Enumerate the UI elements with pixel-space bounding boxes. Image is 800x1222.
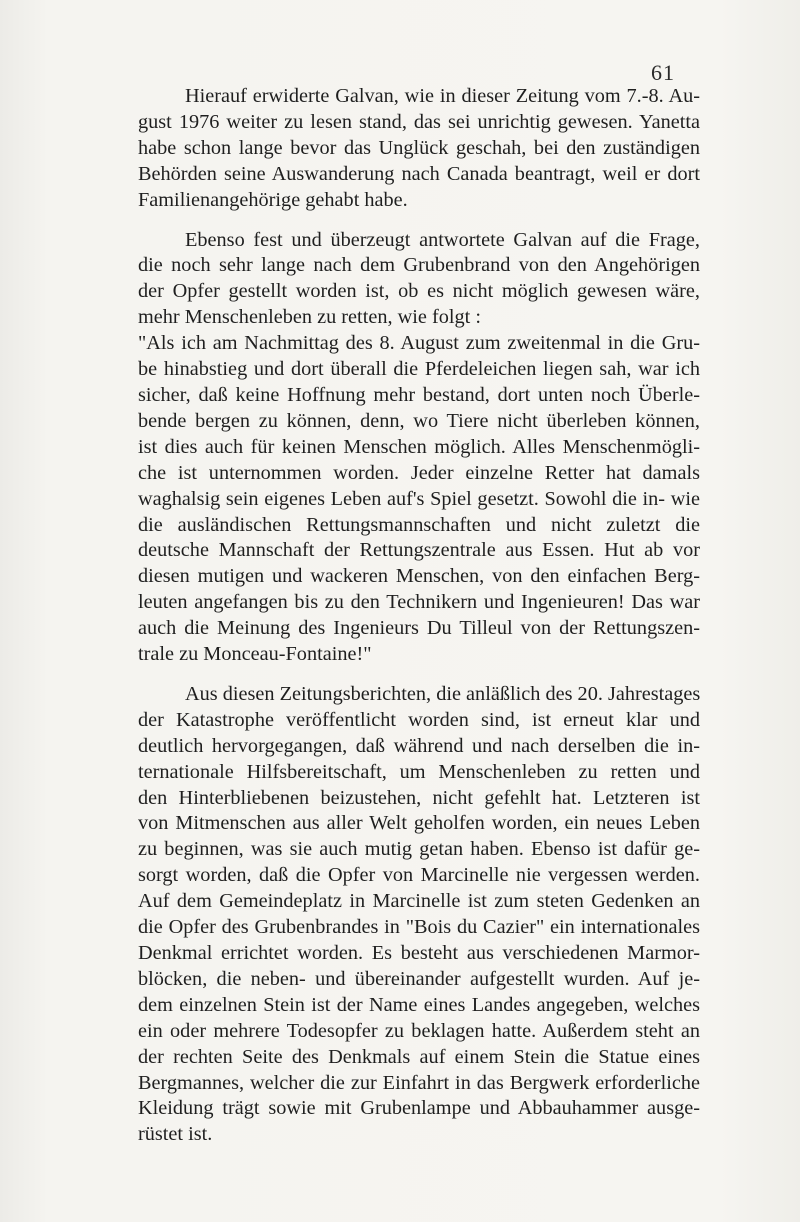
text-line: diesen mutigen und wackeren Menschen, von den einfachen Berg- <box>138 565 700 588</box>
text-line: Behörden seine Auswanderung nach Canada beantragt, weil er dort <box>138 162 700 185</box>
text-line: die noch sehr lange nach dem Grubenbrand von den Angehörigen <box>138 254 700 277</box>
page-number: 61 <box>651 60 675 85</box>
text-line: bende bergen zu können, denn, wo Tiere nicht überleben können, <box>138 409 700 432</box>
text-line: der Opfer gestellt worden ist, ob es nicht möglich gewesen wäre, <box>138 280 700 303</box>
body-text <box>138 84 700 1148</box>
text-line: gust 1976 weiter zu lesen stand, das sei unrichtig gewesen. Yanetta <box>138 110 700 133</box>
text-line: Bergmannes, welcher die zur Einfahrt in das Bergwerk erforderliche <box>138 1071 700 1094</box>
text-line: rüstet ist. <box>138 1123 213 1146</box>
text-line: blöcken, die neben- und übereinander aufgestellt wurden. Auf je- <box>138 967 700 990</box>
paragraph-1 <box>138 84 700 214</box>
text-line: sorgt worden, daß die Opfer von Marcinelle nie vergessen werden. <box>138 864 700 887</box>
text-line: dem einzelnen Stein ist der Name eines Landes angegeben, welches <box>138 993 700 1016</box>
paragraph-2 <box>138 228 700 668</box>
text-line: sicher, daß keine Hoffnung mehr bestand, dort unten noch Überle- <box>138 383 700 406</box>
text-line: Auf dem Gemeindeplatz in Marcinelle ist zum steten Gedenken an <box>138 890 700 913</box>
text-line: Kleidung trägt sowie mit Grubenlampe und Abbauhammer ausge- <box>138 1097 700 1120</box>
text-line: be hinabstieg und dort überall die Pferdeleichen liegen sah, war ich <box>138 358 700 381</box>
text-line: von Mitmenschen aus aller Welt geholfen worden, ein neues Leben <box>138 812 700 835</box>
text-line: che ist unternommen worden. Jeder einzelne Retter hat damals <box>138 461 700 484</box>
text-line: ein oder mehrere Todesopfer zu beklagen hatte. Außerdem steht an <box>138 1019 700 1042</box>
text-line: ternationale Hilfsbereitschaft, um Menschenleben zu retten und <box>138 760 700 783</box>
text-line: Denkmal errichtet worden. Es besteht aus verschiedenen Marmor- <box>138 942 700 964</box>
text-line: auch die Meinung des Ingenieurs Du Tilleul von der Rettungszen- <box>138 617 700 640</box>
text-line: der Katastrophe veröffentlicht worden sind, ist erneut klar und <box>138 708 700 731</box>
paragraph-3 <box>138 682 700 1148</box>
text-line: deutsche Mannschaft der Rettungszentrale aus Essen. Hut ab vor <box>138 539 700 562</box>
text-line: die ausländischen Rettungsmannschaften und nicht zuletzt die <box>138 513 700 536</box>
text-line: den Hinterbliebenen beizustehen, nicht gefehlt hat. Letzteren ist <box>138 786 700 809</box>
text-line: der rechten Seite des Denkmals auf einem Stein die Statue eines <box>138 1045 700 1068</box>
text-line: habe schon lange bevor das Unglück geschah, bei den zuständigen <box>138 136 700 159</box>
text-line: die Opfer des Grubenbrandes in "Bois du Cazier" ein internationales <box>138 916 700 939</box>
text-line: leuten angefangen bis zu den Technikern und Ingenieuren! Das war <box>138 591 700 614</box>
text-line: mehr Menschenleben zu retten, wie folgt : <box>138 306 481 329</box>
text-line: ist dies auch für keinen Menschen möglich. Alles Menschenmögli- <box>138 435 700 458</box>
text-line: trale zu Monceau-Fontaine!" <box>138 643 372 666</box>
text-line: zu beginnen, was sie auch mutig getan haben. Ebenso ist dafür ge- <box>138 838 700 861</box>
text-line: "Als ich am Nachmittag des 8. August zum zweitenmal in die Gru- <box>138 332 700 355</box>
text-line: waghalsig sein eigenes Leben auf's Spiel gesetzt. Sowohl die in- wie <box>138 487 700 510</box>
text-line: Familienangehörige gehabt habe. <box>138 188 408 211</box>
text-line: Aus diesen Zeitungsberichten, die anläßlich des 20. Jahrestages <box>185 682 701 705</box>
text-line: deutlich hervorgegangen, daß während und nach derselben die in- <box>138 734 700 757</box>
text-line: Ebenso fest und überzeugt antwortete Galvan auf die Frage, <box>185 228 700 251</box>
text-line: Hierauf erwiderte Galvan, wie in dieser Zeitung vom 7.-8. Au- <box>185 85 700 107</box>
